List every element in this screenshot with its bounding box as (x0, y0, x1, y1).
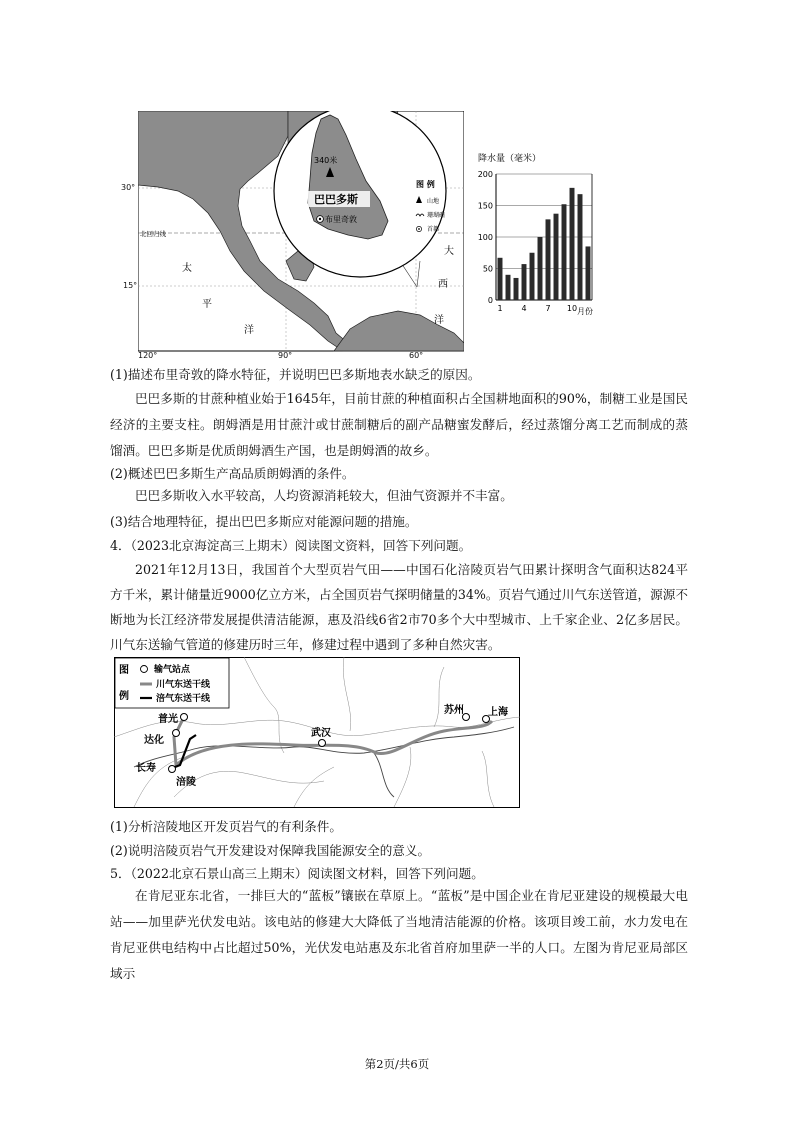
chart-bar-month-2 (506, 275, 511, 300)
station-wuhan (319, 740, 326, 747)
question-4-2: (2)说明涪陵页岩气开发建设对保障我国能源安全的意义。 (110, 843, 431, 858)
tropic-label: 北回归线 (140, 230, 166, 238)
chart-ytick-label: 0 (487, 296, 493, 305)
chart-xtick-label: 10 (566, 304, 578, 313)
paragraph-rum: 巴巴多斯的甘蔗种植业始于1645年，目前甘蔗的种植面积占全国耕地面积的90%，制糖工业是国民经济的主要支柱。朗姆酒是用甘蔗汁或甘蔗制糖后的副产品糖蜜发酵后，经过蒸馏分离工艺而制成的蒸馏酒。巴巴多斯是优质朗姆酒生产国，也是朗姆酒的故乡。 (110, 391, 688, 458)
lat-30-label: 30° (121, 183, 136, 192)
ocean-label-ping: 平 (202, 299, 212, 310)
label-suzhou: 苏州 (444, 705, 464, 716)
question-4-1: (1)分析涪陵地区开发页岩气的有利条件。 (110, 819, 342, 834)
lon-120-label: 120° (138, 351, 158, 360)
legend-station-label: 输气站点 (154, 665, 191, 675)
chart-ytick-label: 50 (482, 264, 493, 274)
paragraph-kenya: 在肯尼亚东北省，一排巨大的“蓝板”镶嵌在草原上。“蓝板”是中国企业在肯尼亚建设的规模最大电站——加里萨光伏发电站。该电站的修建大大降低了当地清洁能源的价格。该项目竣工前，水力发电在肯尼亚供电结构中占比超过50%，光伏发电站惠及东北省首府加里萨一半的人口。左图为肯尼亚局部区域示 (110, 888, 688, 981)
station-changshou (169, 766, 176, 773)
legend-coral-label: 珊瑚礁 (427, 212, 446, 219)
label-changshou: 长寿 (136, 763, 156, 774)
chart-bar-month-3 (514, 278, 519, 300)
label-dazhou: 达化 (144, 735, 164, 746)
chart-ytick-label: 100 (477, 233, 493, 242)
station-puguang (181, 714, 188, 721)
pipeline-map-figure (114, 657, 520, 809)
page-footer: 第2页/共6页 (364, 1057, 430, 1071)
inset-elev-label: 340米 (314, 156, 338, 165)
ocean-label-da: 大 (444, 246, 454, 257)
legend2-tu: 图 (119, 665, 129, 676)
legend-fuqi-label: 涪气东送干线 (156, 694, 211, 704)
station-dazhou (173, 730, 180, 737)
chart-xtick-label: 4 (521, 304, 527, 313)
label-wuhan: 武汉 (311, 728, 331, 739)
legend2-li: 例 (119, 691, 129, 702)
question-3-3: (3)结合地理特征，提出巴巴多斯应对能源问题的措施。 (110, 514, 418, 529)
lon-60-label: 60° (409, 351, 424, 360)
question-3-2: (2)概述巴巴多斯生产高品质朗姆酒的条件。 (110, 466, 355, 481)
ocean-label-yang-right: 洋 (434, 315, 444, 326)
label-shanghai: 上海 (488, 707, 508, 718)
paragraph-shale-gas: 2021年12月13日，我国首个大型页岩气田——中国石化涪陵页岩气田累计探明含气面积达824平方千米，累计储量近9000亿立方米，占全国页岩气探明储量的34%。页岩气通过川气东送管道，源源不断地为长江经济带发展提供清洁能源，惠及沿线6省2市70多个大中型城市、上千家企业、2亿多居民。川气东送输气管道的修建历时三年，修建过程中遇到了多种自然灾害。 (110, 562, 688, 652)
ocean-label-tai: 太 (182, 263, 192, 274)
caribbean-map-figure (138, 111, 464, 361)
inset-capital-label: 布里奇敦 (325, 215, 357, 224)
chart-ylabel: 降水量（毫米） (478, 154, 542, 164)
question-4-header: 4．（2023北京海淀高三上期末）阅读图文资料，回答下列问题。 (110, 538, 472, 553)
chart-bar-month-8 (554, 214, 559, 300)
lon-90-label: 90° (278, 351, 293, 360)
question-5-header: 5．（2022北京石景山高三上期末）阅读图文材料，回答下列问题。 (110, 866, 484, 881)
chart-bar-month-10 (570, 188, 575, 300)
legend-capital-label: 首都 (427, 226, 440, 233)
precipitation-chart (470, 150, 610, 320)
chart-bar-month-4 (522, 264, 527, 300)
ocean-label-xi: 西 (438, 279, 448, 290)
chart-bar-month-9 (562, 204, 567, 300)
inset-island-label: 巴巴多斯 (314, 193, 358, 206)
chart-xtick-label: 1 (497, 304, 503, 313)
ocean-label-yang-left: 洋 (244, 325, 254, 336)
chart-bar-month-11 (578, 194, 583, 300)
chart-bar-month-1 (498, 258, 503, 300)
chart-ytick-label: 150 (477, 201, 493, 211)
legend-chuanqi-label: 川气东送干线 (156, 680, 211, 690)
label-fuling: 涪陵 (176, 777, 196, 788)
label-puguang: 普光 (158, 714, 178, 725)
chart-xtick-label: 7 (545, 304, 551, 313)
chart-ytick-label: 200 (477, 170, 493, 179)
paragraph-energy: 巴巴多斯收入水平较高，人均资源消耗较大，但油气资源并不丰富。 (135, 488, 513, 503)
lat-15-label: 15° (123, 281, 138, 290)
chart-bar-month-5 (530, 253, 535, 300)
legend-mountain-label: 山地 (427, 198, 440, 205)
legend-station-icon (141, 666, 148, 673)
chart-xlabel: 月份 (577, 307, 593, 316)
chart-bar-month-7 (546, 219, 551, 300)
legend1-title: 图 例 (416, 180, 435, 189)
chart-bar-month-12 (586, 246, 591, 300)
chart-bar-month-6 (538, 237, 543, 300)
question-3-1: (1)描述布里奇敦的降水特征，并说明巴巴多斯地表水缺乏的原因。 (110, 367, 481, 382)
